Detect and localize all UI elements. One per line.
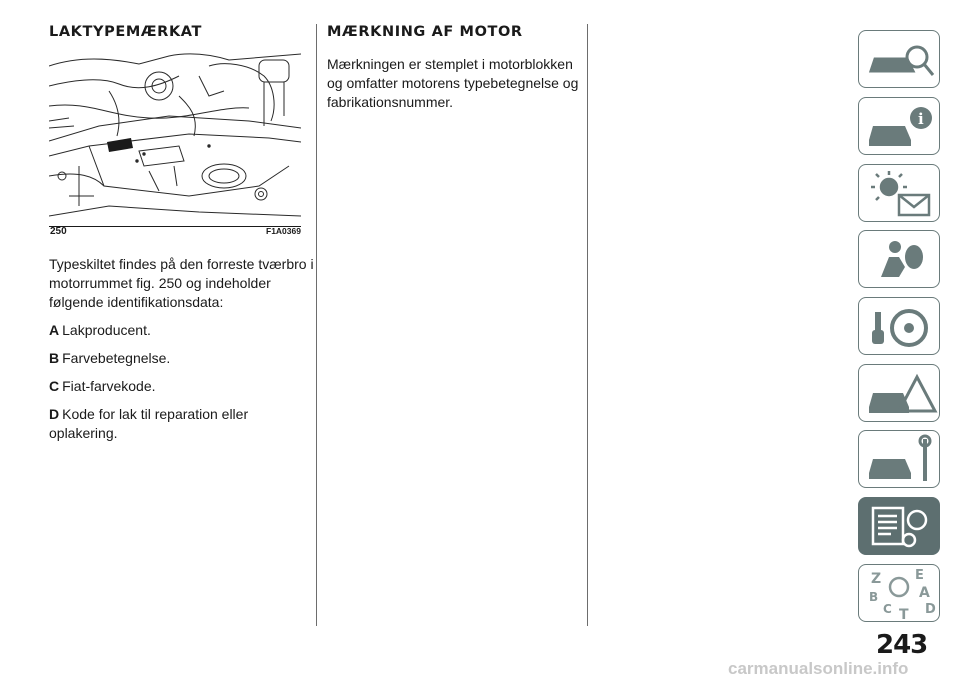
list-item <box>49 377 314 396</box>
svg-text:E: E <box>915 568 924 583</box>
section-heading-engine-marking: MÆRKNING AF MOTOR <box>327 24 523 40</box>
tab-car-info[interactable] <box>858 97 940 155</box>
tab-index[interactable] <box>858 564 940 622</box>
passenger-airbag-icon <box>859 231 940 288</box>
tab-maintenance[interactable] <box>858 430 940 488</box>
item-letter: D <box>49 406 60 422</box>
tab-emergency[interactable] <box>858 364 940 422</box>
item-letter: B <box>49 350 60 366</box>
list-item <box>49 349 314 368</box>
car-magnifier-icon <box>859 31 940 88</box>
car-info-icon <box>859 98 940 155</box>
tab-specifications[interactable] <box>858 497 940 555</box>
alphabetical-index-icon <box>859 565 940 622</box>
section-heading-paint-label: LAKTYPEMÆRKAT <box>49 24 202 40</box>
tab-starting-driving[interactable] <box>858 297 940 355</box>
list-item <box>49 405 264 443</box>
item-letter: A <box>49 322 60 338</box>
item-text: Farvebetegnelse. <box>62 350 171 366</box>
key-steering-wheel-icon <box>859 298 940 355</box>
tab-car-magnifier[interactable] <box>858 30 940 88</box>
svg-text:D: D <box>925 602 936 617</box>
svg-text:A: A <box>919 585 930 601</box>
list-item <box>49 321 314 340</box>
warning-light-envelope-icon <box>859 165 940 222</box>
specifications-gears-icon <box>859 498 940 555</box>
column-divider <box>587 24 588 626</box>
watermark: carmanualsonline.info <box>728 659 909 678</box>
engine-marking-text: Mærkningen er stemplet i motorblokken og omfatter motorens typebetegnelse og fabrikationsnummer. <box>327 56 579 110</box>
svg-text:T: T <box>899 607 909 623</box>
paint-label-intro: Typeskiltet findes på den forreste tværbro i motorrummet fig. 250 og indeholder følgende identifikationsdata: <box>49 256 314 310</box>
figure-250-engine-bay <box>49 46 301 227</box>
svg-text:Z: Z <box>871 571 882 587</box>
item-letter: C <box>49 378 60 394</box>
car-warning-triangle-icon <box>859 365 940 422</box>
svg-text:B: B <box>869 590 879 604</box>
page-number: 243 <box>876 630 928 660</box>
item-text: Lakproducent. <box>62 322 151 338</box>
figure-code: F1A0369 <box>266 226 301 236</box>
tab-airbag[interactable] <box>858 230 940 288</box>
svg-text:C: C <box>883 602 892 616</box>
left-body <box>49 255 314 452</box>
right-body <box>327 55 582 121</box>
item-text: Kode for lak til reparation eller oplakering. <box>49 406 249 441</box>
tab-warning-lights[interactable] <box>858 164 940 222</box>
column-divider <box>316 24 317 626</box>
item-text: Fiat-farvekode. <box>62 378 156 394</box>
figure-number: 250 <box>50 226 67 237</box>
car-wrench-icon <box>859 431 940 488</box>
engine-bay-illustration <box>49 46 301 226</box>
svg-text:i: i <box>918 110 924 128</box>
